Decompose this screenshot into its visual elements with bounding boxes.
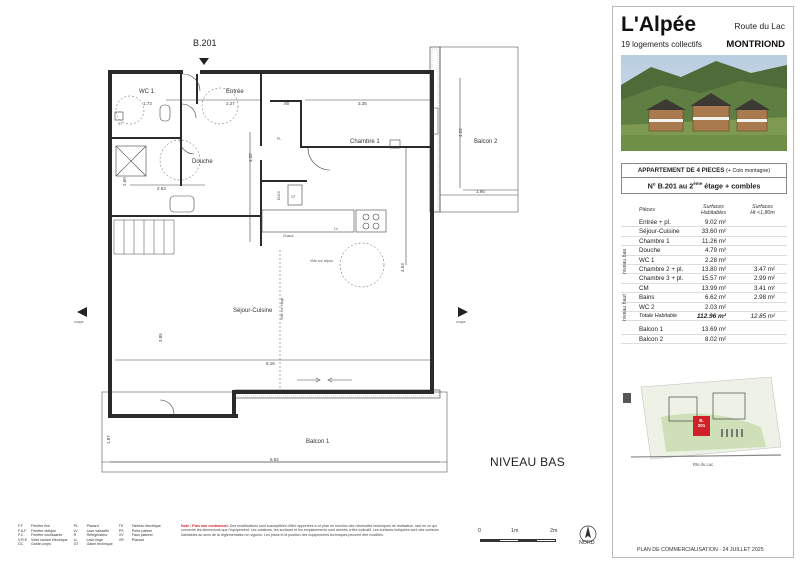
surface-row [621,265,787,274]
surface-cell-a: 33.60 m² [701,228,726,236]
legend-desc: Tableau électrique [131,524,161,528]
room-label-balcon1: Balcon 1 [306,439,330,445]
fixture-chaudiere: Chaud. [283,234,295,238]
surface-rows-high [621,265,787,312]
header-pieces: Pièces [639,206,655,213]
lot-badge-line1: B. [699,418,704,423]
surface-cell-b [738,227,787,235]
dim-4-22: 4.22 [458,128,463,137]
legend-desc: Faux plafond [131,533,153,538]
surface-row [621,274,787,283]
header-low-height [738,204,787,216]
building-rendering [621,55,787,151]
surface-cell-b [738,218,787,226]
surface-cell-a: 8.02 m² [705,335,726,343]
room-label-sejour: Séjour-Cuisine [233,308,273,314]
project-name: L'Alpée [621,13,697,36]
surface-table-header [621,201,787,218]
surface-cell-a: 2.28 m² [705,256,726,264]
surface-cell-a: 15.57 m² [701,275,726,283]
level-label: NIVEAU BAS [490,455,566,469]
apartment-title-note: (+ Coin montagne) [726,168,771,174]
dim-2-63: 2.63 [157,186,166,191]
legend-desc: Placard [131,537,144,542]
surface-row [621,335,787,344]
apartment-number-prefix: N° B.201 au 2 [647,181,694,191]
room-label-entree: Entrée [226,89,244,95]
total-name: Totale Habitable [639,312,678,319]
legend [18,524,168,547]
dim-1-95: 1.95 [476,189,485,194]
project-town: MONTRIOND [726,39,785,50]
surface-cell-name: WC 1 [639,256,655,264]
legend-code: VR [118,537,124,542]
section-label-left: coupe [74,320,84,324]
surface-cell-a: 13.99 m² [701,284,726,292]
void-above-label: Vide sur séjour [310,259,334,263]
legend-item [119,538,161,543]
info-panel [612,6,794,558]
scale-label-0: 0 [478,528,481,534]
legend-desc: Placard [86,524,99,528]
plan-reference: B.201 [193,38,217,48]
project-units: 19 logements collectifs [621,40,702,49]
header-habitable-line1: Surfaces [703,203,724,210]
scale-label-1: 1m [511,528,519,534]
legend-desc: Gaine technique [86,542,113,547]
surface-cell-name: Séjour-Cuisine [639,228,680,236]
legend-desc: Lave linge [86,537,103,542]
surface-cell-name: CM [639,284,649,292]
disclaimer-text [181,524,441,537]
disclaimer-key: Note : Plan non contractuel. [181,524,229,528]
surface-row [621,284,787,293]
fixture-elec: ELEC [277,190,281,200]
north-arrow-icon [577,524,599,552]
legend-code: GC [18,542,24,547]
legend-column [18,524,68,547]
balcon1-outline [102,392,447,472]
legend-code: LV [73,528,78,533]
scale-bar-graphic [480,539,556,542]
legend-desc: Fenêtre oblique [31,528,56,533]
legend-item [18,542,68,547]
surface-cell-a: 13.80 m² [701,265,726,273]
room-label-douche: Douche [192,159,213,165]
scale-label-2: 2m [550,528,558,534]
surface-cell-name: Chambre 1 [639,237,670,245]
surface-row [621,256,787,265]
dim-1-87: 1.87 [106,435,111,444]
surface-cell-a: 2.03 m² [705,303,726,311]
surface-cell-b: 2.98 m² [754,294,775,302]
surface-cell-name: Balcon 2 [639,335,664,343]
legend-code: PS [118,528,124,533]
surface-cell-a: 6.62 m² [705,294,726,302]
dim-4-53: 4.53 [400,263,405,272]
project-road: Route du Lac [734,21,785,31]
legend-code: F.A.F [18,528,27,533]
room-label-chambre1: Chambre 1 [350,139,380,145]
scale-bar [478,528,568,548]
legend-desc: Porte palière [131,528,153,533]
legend-desc: Réfrigérateur [86,533,108,538]
legend-column [74,524,113,547]
plan-date: PLAN DE COMMERCIALISATION - 24 JUILLET 2025 [637,547,764,553]
legend-code: V.R.E [18,537,28,542]
apartment-box [621,163,787,194]
surface-cell-b [738,303,787,311]
void-stair-label: Vide sur étage [280,297,284,320]
surface-cell-b [738,325,787,333]
legend-code: F.C [18,533,24,538]
fixture-gt: GT [291,195,296,199]
surface-cell-name: Chambre 3 + pl. [639,275,684,283]
apartment-number [622,178,786,193]
surface-cell-name: Entrée + pl. [639,219,671,226]
dim-4-32: 4.32 [248,153,253,162]
surface-row [621,237,787,246]
surface-cell-b: 3.47 m² [754,265,775,273]
side-label-low: niveau bas [622,248,628,274]
section-label-right: coupe [456,320,466,324]
room-label-wc1: WC 1 [139,89,154,95]
surface-cell-name: Douche [639,247,661,255]
room-label-balcon2: Balcon 2 [474,139,498,145]
surface-rows-balconies [621,325,787,344]
surface-rows-low [621,218,787,265]
surface-cell-b [738,256,787,264]
surface-row [621,303,787,312]
surface-table [621,201,787,344]
header-low-height-line1: Surfaces [752,203,773,210]
header-habitable-line2: Habitables [700,209,727,216]
fixture-st: ST [118,122,123,126]
dim-80: .80 [283,101,290,106]
surface-cell-name: WC 2 [639,303,655,311]
surface-cell-name: Bains [639,294,655,302]
north-label: NORD [579,540,595,546]
dim-1-73: 1.73 [143,101,152,106]
apartment-number-suffix: étage + combles [702,181,761,191]
legend-item [74,542,113,547]
legend-desc: Volet roulant électrique [31,537,68,542]
legend-code: LL [73,537,78,542]
apartment-number-sup: ème [693,181,703,186]
surface-cell-b [738,237,787,245]
legend-code: TE [118,524,124,528]
surface-row [621,293,787,302]
legend-code: GT [73,542,79,547]
apartment-title-main: APPARTEMENT DE 4 PIECES [637,167,725,174]
surface-cell-a: 9.02 m² [705,219,726,226]
dim-3-85: 3.85 [158,333,163,342]
total-habitable: 112.96 m² [696,312,726,320]
surface-row [621,246,787,255]
lot-badge-line2: 201 [697,423,706,428]
surface-cell-a: 11.26 m² [702,237,726,245]
surface-cell-b [738,246,787,254]
surface-row [621,227,787,236]
fixture-pl: PL [277,137,282,141]
surface-cell-b [738,335,787,343]
apartment-title [622,164,786,178]
total-low-height: 12.85 m² [750,312,775,320]
surface-cell-a: 4.79 m² [705,247,726,255]
fixture-lv: LV [334,227,339,231]
side-label-high: niveau haut [622,294,628,321]
site-road-label: Rte du Lac [693,462,714,467]
dim-2-60: 2.60 [122,177,127,186]
surface-cell-b: 3.41 m² [754,284,775,292]
dim-8-16: 8.16 [266,361,275,366]
legend-desc: Fenêtre fixe [31,524,50,528]
legend-code: F.F [18,524,23,528]
legend-desc: Garde-corps [31,542,51,547]
surface-total-row [621,312,787,321]
surface-cell-name: Balcon 1 [639,326,664,334]
legend-desc: Lave vaisselle [86,528,110,533]
header-habitable [689,204,738,216]
dim-2-27: 2.27 [226,101,235,106]
legend-desc: Fenêtre coulissante [31,533,63,538]
dim-6-62: 6.62 [270,457,279,462]
legend-code: R [73,533,77,538]
surface-row [621,218,787,227]
legend-code: PL [73,524,78,528]
surface-cell-a: 13.69 m² [701,326,726,334]
dim-3-35: 3.35 [358,101,367,106]
legend-code: VV [118,533,124,538]
surface-row [621,325,787,334]
balcon2-outline [440,47,518,212]
lot-badge [693,416,710,436]
legend-column [119,524,161,547]
surface-cell-b: 2.99 m² [754,275,775,283]
disclaimer-body: Des modifications sont susceptibles d'être apportées à ce plan en fonction des nécessités techniques de réalisation, tant en ce qui concerne les dimensions que l'équipement. Les cotations, les surfaces et les emplacements sont donnés à titre indicatif. Les surfaces indiquées sont des surfaces habitables au sens de la réglementation en vigueur. Les plans et la position des équipements techniques peuvent être modifiés. [181,524,439,537]
header-low-height-line2: Ht <1,80m [750,209,775,216]
surface-cell-name: Chambre 2 + pl. [639,265,684,273]
